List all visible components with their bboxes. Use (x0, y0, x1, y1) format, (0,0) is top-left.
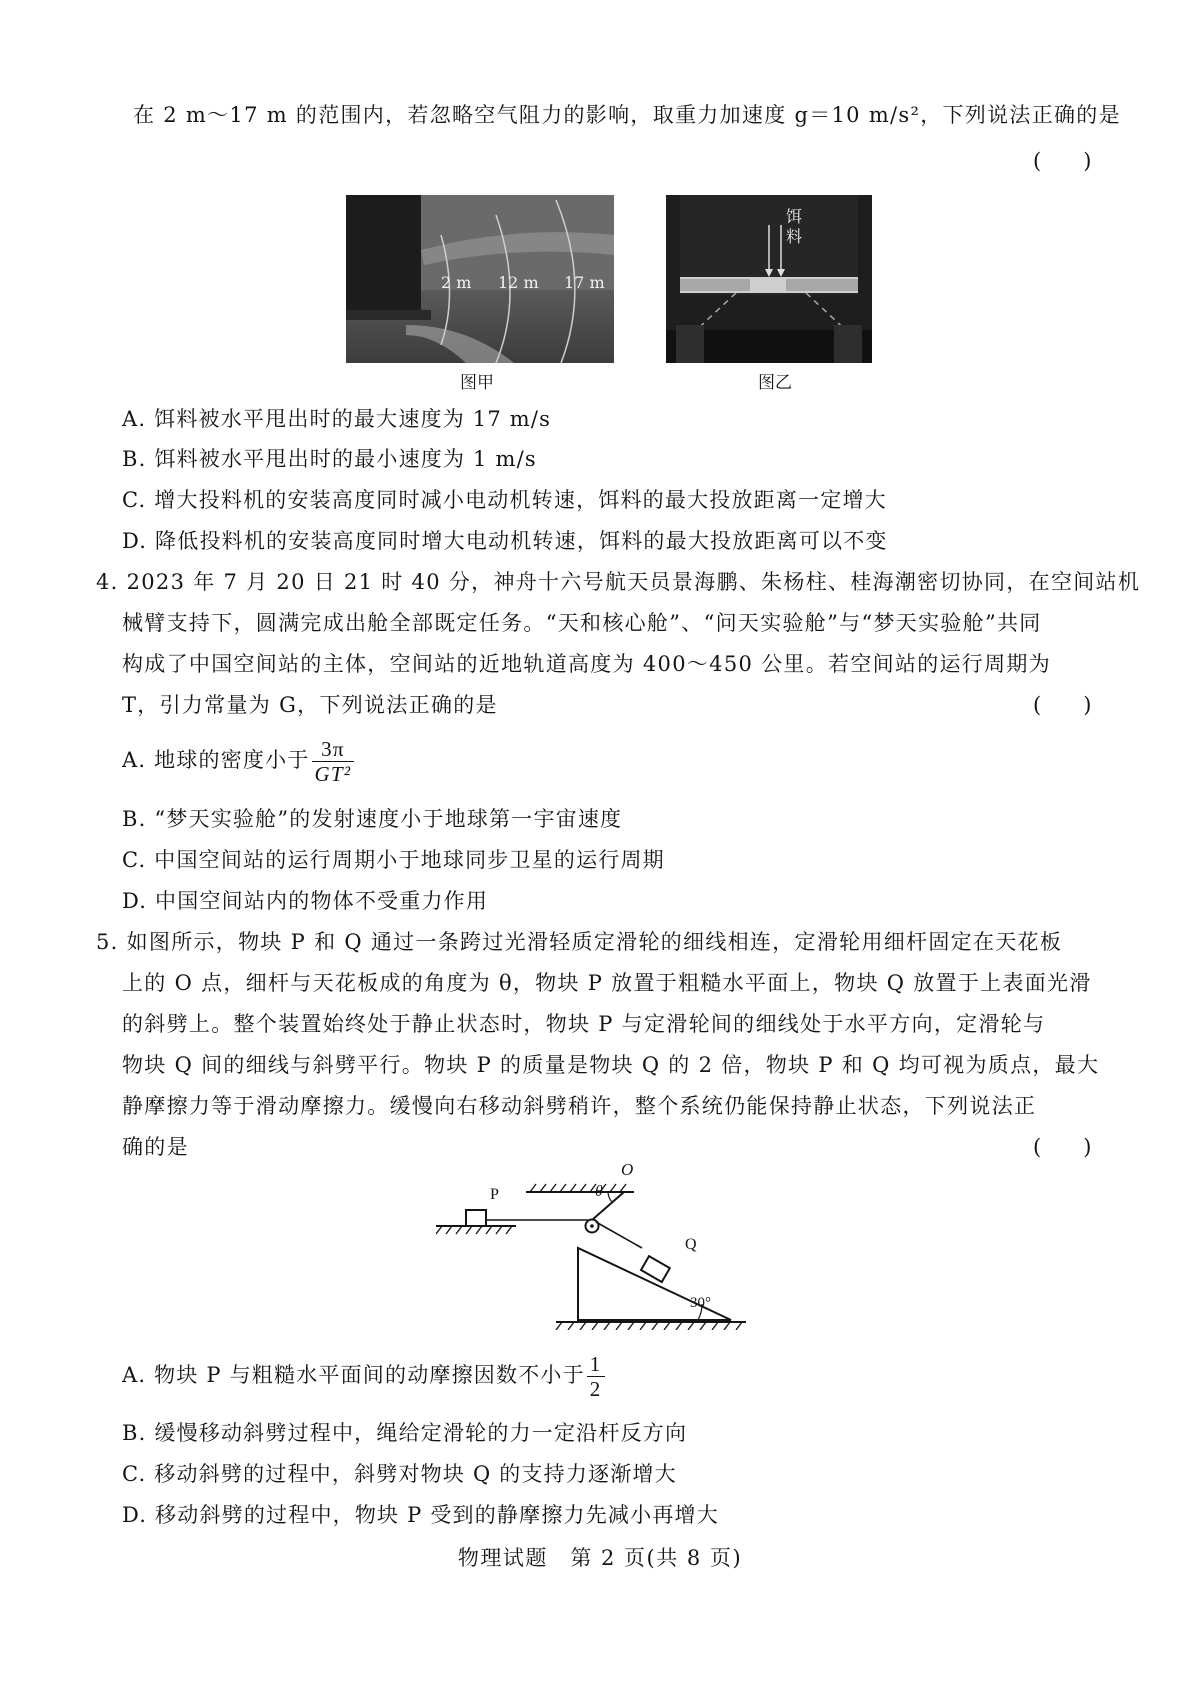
q4-option-c: C. 中国空间站的运行周期小于地球同步卫星的运行周期 (122, 848, 665, 872)
q5-line-1: 5. 如图所示，物块 P 和 Q 通过一条跨过光滑轻质定滑轮的细线相连，定滑轮用细杆固定在天花板 (96, 930, 1063, 954)
q4-line-3: 构成了中国空间站的主体，空间站的近地轨道高度为 400～450 公里。若空间站的运行周期为 (122, 652, 1052, 676)
q3-option-b: B. 饵料被水平甩出时的最小速度为 1 m/s (122, 447, 537, 471)
figure-a-caption: 图甲 (460, 373, 494, 393)
q3-option-a: A. 饵料被水平甩出时的最大速度为 17 m/s (122, 407, 552, 431)
q4-option-b: B. “梦天实验舱”的发射速度小于地球第一宇宙速度 (122, 807, 623, 831)
page-footer: 物理试题 第 2 页(共 8 页) (457, 1546, 743, 1570)
q5-option-a-text: A. 物块 P 与粗糙水平面间的动摩擦因数不小于 (122, 1363, 585, 1387)
q5-fraction-denominator: 2 (589, 1377, 602, 1401)
figure-b-photo (666, 195, 872, 363)
q5-line-4: 物块 Q 间的细线与斜劈平行。物块 P 的质量是物块 Q 的 2 倍，物块 P 和 Q 均可视为质点，最大 (122, 1053, 1100, 1077)
diagram-label-p: P (490, 1186, 499, 1203)
q5-option-b: B. 缓慢移动斜劈过程中，绳给定滑轮的力一定沿杆反方向 (122, 1421, 688, 1445)
figure-b-caption: 图乙 (758, 373, 792, 393)
q5-line-5: 静摩擦力等于滑动摩擦力。缓慢向右移动斜劈稍许，整个系统仍能保持静止状态，下列说法正 (122, 1094, 1037, 1118)
q5-option-c: C. 移动斜劈的过程中，斜劈对物块 Q 的支持力逐渐增大 (122, 1462, 677, 1486)
q5-option-a-fraction (587, 1352, 605, 1401)
q3-option-d: D. 降低投料机的安装高度同时增大电动机转速，饵料的最大投放距离可以不变 (122, 529, 888, 553)
q5-line-2: 上的 O 点，细杆与天花板成的角度为 θ，物块 P 放置于粗糙水平面上，物块 Q 放置于上表面光滑 (122, 971, 1092, 995)
q5-option-a (122, 1345, 605, 1405)
q4-answer-bracket: ( ) (1033, 693, 1092, 717)
q4-option-a-text: A. 地球的密度小于 (122, 748, 310, 772)
q5-line-6: 确的是 (122, 1135, 189, 1159)
q3-answer-bracket: ( ) (1033, 149, 1092, 173)
q3-option-c: C. 增大投料机的安装高度同时减小电动机转速，饵料的最大投放距离一定增大 (122, 488, 887, 512)
figure-b-feed-label: 饵料 (786, 207, 803, 246)
diagram-label-o: O (621, 1160, 634, 1179)
q4-option-d: D. 中国空间站内的物体不受重力作用 (122, 889, 489, 913)
q4-option-a-fraction (312, 737, 355, 786)
diagram-label-30deg: 30° (690, 1295, 711, 1311)
q4-fraction-denominator: GT² (314, 762, 352, 786)
q4-option-a (122, 730, 354, 790)
figure-a-label-12m: 12 m (498, 273, 539, 292)
figure-a-label-17m: 17 m (564, 273, 605, 292)
q4-line-4: T，引力常量为 G，下列说法正确的是 (122, 693, 498, 717)
figure-a-label-2m: 2 m (441, 273, 472, 292)
q5-answer-bracket: ( ) (1033, 1135, 1092, 1159)
q3-tail-line: 在 2 m～17 m 的范围内，若忽略空气阻力的影响，取重力加速度 g＝10 m/s²，下列说法正确的是 (133, 103, 1121, 127)
figure-a-photo (346, 195, 614, 363)
diagram-label-theta: θ (595, 1183, 603, 1200)
q4-line-2: 械臂支持下，圆满完成出舱全部既定任务。“天和核心舱”、“问天实验舱”与“梦天实验舱”共同 (122, 611, 1042, 635)
figure-b-illustration (666, 195, 872, 363)
q5-fraction-numerator: 1 (587, 1352, 605, 1377)
q4-line-1: 4. 2023 年 7 月 20 日 21 时 40 分，神舟十六号航天员景海鹏、朱杨柱、桂海潮密切协同，在空间站机 (96, 570, 1141, 594)
q4-fraction-numerator: 3π (312, 737, 355, 762)
diagram-label-q: Q (685, 1236, 697, 1253)
q5-option-d: D. 移动斜劈的过程中，物块 P 受到的静摩擦力先减小再增大 (122, 1503, 719, 1527)
q5-line-3: 的斜劈上。整个装置始终处于静止状态时，物块 P 与定滑轮间的细线处于水平方向，定滑轮与 (122, 1012, 1046, 1036)
